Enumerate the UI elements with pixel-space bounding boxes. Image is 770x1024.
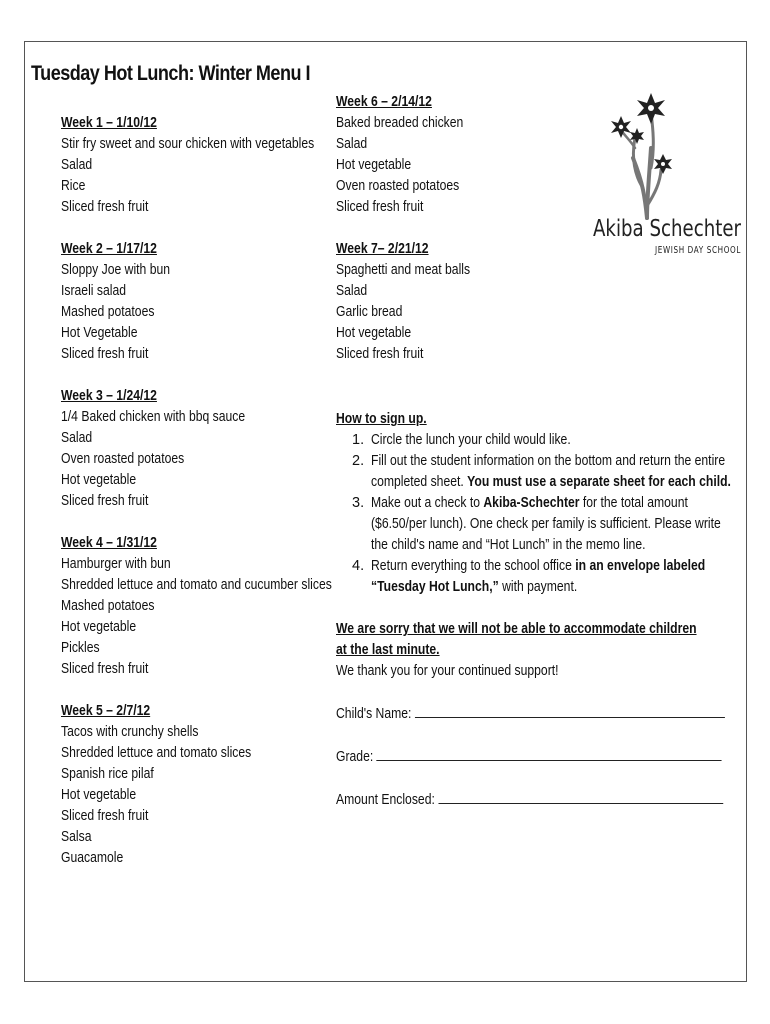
amount-field[interactable] [336, 790, 723, 811]
menu-item: Hot Vegetable [61, 325, 138, 341]
signup-steps [336, 430, 741, 598]
menu-item: Spaghetti and meat balls [336, 262, 471, 278]
menu-item: Stir fry sweet and sour chicken with vegetables [61, 136, 315, 152]
menu-item: Sloppy Joe with bun [61, 262, 171, 278]
step-text: Circle the lunch your child would like. [371, 432, 571, 448]
school-logo [585, 88, 745, 258]
menu-item: Salsa [61, 829, 92, 845]
menu-item: Oven roasted potatoes [61, 451, 185, 467]
logo-subtitle: JEWISH DAY SCHOOL [654, 245, 741, 256]
week-block [336, 239, 496, 365]
menu-item: Sliced fresh fruit [61, 661, 149, 677]
menu-item: Hot vegetable [61, 619, 137, 635]
menu-item: Shredded lettuce and tomato and cucumber slices [61, 577, 332, 593]
menu-item: Sliced fresh fruit [61, 346, 149, 362]
menu-item: Hot vegetable [61, 787, 137, 803]
menu-item: Guacamole [61, 850, 124, 866]
menu-item: Garlic bread [336, 304, 403, 320]
menu-item: Sliced fresh fruit [61, 493, 149, 509]
child-name-label: Child's Name: [336, 706, 412, 722]
flower-icon [611, 93, 672, 174]
menu-item: 1/4 Baked chicken with bbq sauce [61, 409, 246, 425]
step-text: Make out a check to Akiba-Schechter for the total amount ($6.50/per lunch). One check per family is sufficient. Please write the child's name and “Hot Lunch” in the memo line. [371, 495, 721, 553]
menu-item: Hamburger with bun [61, 556, 171, 572]
week-heading: Week 2 – 1/17/12 [61, 241, 157, 257]
week-block [61, 701, 383, 869]
grade-label: Grade: [336, 749, 374, 765]
menu-item: Tacos with crunchy shells [61, 724, 199, 740]
menu-item: Sliced fresh fruit [61, 808, 149, 824]
menu-item: Hot vegetable [336, 157, 412, 173]
page-title: Tuesday Hot Lunch: Winter Menu I [31, 62, 310, 85]
list-item: 3. Make out a check to Akiba-Schechter for the total amount ($6.50/per lunch). One check per family is sufficient. Please write the child's name and “Hot Lunch” in the memo line. [336, 493, 741, 556]
signup-heading: How to sign up. [336, 411, 427, 427]
list-item: 1. Circle the lunch your child would like. [336, 430, 741, 451]
thanks-text: We thank you for your continued support! [336, 663, 559, 679]
week-block [336, 92, 496, 218]
menu-item: Salad [61, 157, 93, 173]
menu-item: Spanish rice pilaf [61, 766, 154, 782]
child-name-field[interactable] [336, 704, 725, 725]
menu-item: Hot vegetable [61, 472, 137, 488]
week-heading: Week 5 – 2/7/12 [61, 703, 151, 719]
menu-item: Mashed potatoes [61, 598, 155, 614]
menu-item: Salad [336, 283, 368, 299]
child-name-blank[interactable] [415, 704, 725, 718]
menu-item: Oven roasted potatoes [336, 178, 460, 194]
menu-item: Salad [336, 136, 368, 152]
menu-item: Shredded lettuce and tomato slices [61, 745, 252, 761]
menu-item: Mashed potatoes [61, 304, 155, 320]
signup-instructions [336, 409, 741, 682]
menu-item: Salad [61, 430, 93, 446]
menu-item: Sliced fresh fruit [61, 199, 149, 215]
amount-blank[interactable] [438, 790, 723, 804]
week-heading: Week 6 – 2/14/12 [336, 94, 432, 110]
grade-field[interactable] [336, 747, 722, 768]
menu-item: Pickles [61, 640, 100, 656]
week-heading: Week 7– 2/21/12 [336, 241, 429, 257]
step-text: Fill out the student information on the bottom and return the entire completed sheet. You must use a separate sheet for each child. [371, 453, 731, 490]
logo-name: Akiba Schechter [593, 216, 742, 242]
late-notice: We are sorry that we will not be able to accommodate children at the last minute. [336, 621, 697, 658]
menu-item: Rice [61, 178, 86, 194]
week-heading: Week 1 – 1/10/12 [61, 115, 157, 131]
amount-label: Amount Enclosed: [336, 792, 435, 808]
menu-item: Sliced fresh fruit [336, 346, 424, 362]
menu-item: Israeli salad [61, 283, 126, 299]
week-heading: Week 4 – 1/31/12 [61, 535, 157, 551]
menu-item: Baked breaded chicken [336, 115, 464, 131]
menu-item: Hot vegetable [336, 325, 412, 341]
step-text: Return everything to the school office in an envelope labeled “Tuesday Hot Lunch,” with payment. [371, 558, 706, 595]
week-heading: Week 3 – 1/24/12 [61, 388, 157, 404]
grade-blank[interactable] [377, 747, 722, 761]
list-item: 2. Fill out the student information on the bottom and return the entire completed sheet. You must use a separate sheet for each child. [336, 451, 741, 493]
menu-item: Sliced fresh fruit [336, 199, 424, 215]
list-item: 4. Return everything to the school office in an envelope labeled “Tuesday Hot Lunch,” with payment. [336, 556, 741, 598]
menu-column-right [336, 92, 496, 386]
